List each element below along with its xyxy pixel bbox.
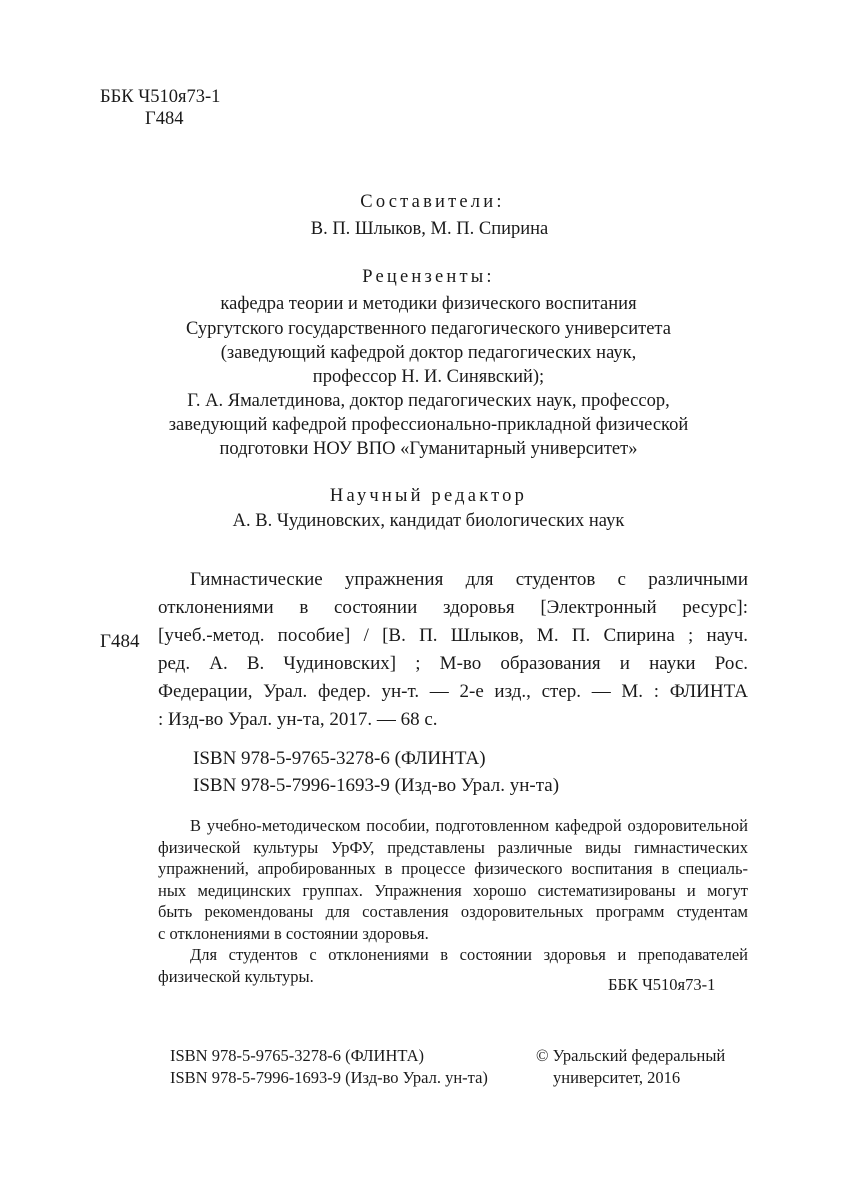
compilers-names: В. П. Шлыков, М. П. Спирина (310, 219, 549, 239)
annotation-line: В учебно-методическом пособии, подготовленном кафедрой оздоровительной (190, 816, 748, 835)
editor-heading: Научный редактор (329, 486, 528, 506)
reviewer-line: (заведующий кафедрой доктор педагогических наук, (220, 343, 637, 363)
bibliography-line: Федерации, Урал. федер. ун-т. — 2-е изд., стер. — М. : ФЛИНТА (158, 681, 748, 702)
bbk-code: ББК Ч510я73-1 (100, 87, 221, 107)
footer-isbn: ISBN 978-5-7996-1693-9 (Изд-во Урал. ун-та) (170, 1068, 488, 1087)
reviewer-line: подготовки НОУ ВПО «Гуманитарный университет» (219, 439, 638, 459)
bibliography-record (158, 566, 748, 734)
reviewer-line: Г. А. Ямалетдинова, доктор педагогических наук, профессор, (187, 391, 670, 411)
reviewer-line: кафедра теории и методики физического воспитания (220, 294, 637, 314)
reviewer-line: заведующий кафедрой профессионально-прикладной физической (168, 415, 689, 435)
bibliography-line: отклонениями в состоянии здоровья [Электронный ресурс]: (158, 597, 748, 618)
annotation-line: ных медицинских группах. Упражнения хорошо систематизированы и могут (158, 880, 748, 900)
reviewer-line: профессор Н. И. Синявский); (312, 367, 545, 387)
author-code: Г484 (145, 109, 184, 129)
copyright-line: © Уральский федеральный (536, 1046, 726, 1065)
editor-line: А. В. Чудиновских, кандидат биологических наук (232, 511, 625, 531)
annotation-bbk: ББК Ч510я73-1 (608, 975, 716, 994)
bibliography-line: Гимнастические упражнения для студентов с различными (190, 569, 748, 590)
reviewers-heading: Рецензенты: (362, 267, 495, 287)
bibliography-line: : Изд-во Урал. ун-та, 2017. — 68 с. (158, 709, 438, 730)
annotation-line: с отклонениями в состоянии здоровья. (158, 923, 429, 943)
annotation (158, 815, 748, 987)
annotation-line: Для студентов с отклонениями в состоянии здоровья и преподавателей (190, 945, 748, 964)
bibliography-line: ред. А. В. Чудиновских] ; М-во образования и науки Рос. (158, 653, 748, 674)
isbn-line: ISBN 978-5-7996-1693-9 (Изд-во Урал. ун-та) (193, 775, 560, 796)
annotation-line: физической культуры. (158, 966, 314, 986)
isbn-line: ISBN 978-5-9765-3278-6 (ФЛИНТА) (193, 748, 486, 769)
bibliography-code: Г484 (100, 631, 140, 652)
annotation-line: быть рекомендованы для составления оздоровительных программ студентам (158, 902, 748, 921)
copyright-line: университет, 2016 (553, 1068, 681, 1087)
annotation-line: упражнений, апробированных в процессе физического воспитания в специаль- (158, 859, 748, 878)
footer-isbn: ISBN 978-5-9765-3278-6 (ФЛИНТА) (170, 1046, 425, 1065)
compilers-heading: Составители: (360, 192, 505, 212)
bibliography-line: [учеб.-метод. пособие] / [В. П. Шлыков, М. П. Спирина ; науч. (158, 625, 748, 646)
reviewer-line: Сургутского государственного педагогического университета (186, 319, 671, 339)
annotation-line: физической культуры УрФУ, представлены различные виды гимнастических (158, 837, 748, 857)
